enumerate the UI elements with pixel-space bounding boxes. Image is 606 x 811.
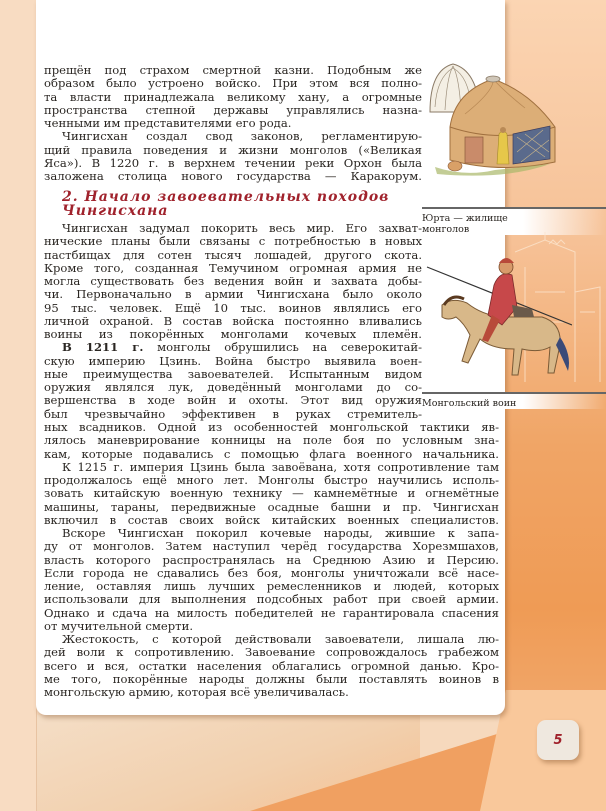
text-line: ных всадников. Одной из особенностей монгольской тактики яв-: [44, 420, 499, 434]
left-margin-strip: [0, 0, 37, 811]
text-line-with-year: [44, 341, 422, 354]
text-line: вершенства в ходе войн и охоты. Этот вид оружия: [44, 393, 422, 408]
text-line: прещён под страхом смертной казни. Подобным же: [44, 63, 422, 77]
text-line: власть которого распространялась на Среднюю Азию и Персию.: [44, 552, 499, 567]
text-line: всего и вся, остатки населения облагались огромной данью. Кро-: [44, 658, 499, 673]
text-line: Однако и сдача на милость победителей не гарантировала спасения: [44, 605, 499, 620]
warrior-caption: Монгольский воин: [422, 392, 606, 409]
text-line: ные преимущества завоевателей. Испытанным видом: [44, 366, 422, 381]
text-line: продолжалось ещё много лет. Монголы быстро научились исполь-: [44, 473, 499, 487]
text-line: Жестокость, с которой действовали завоеватели, лишала лю-: [62, 632, 499, 646]
text-line: Если города не сдавались без боя, монголы уничтожали всё насе-: [44, 565, 499, 580]
text-line: Кроме того, созданная Темучином огромная армия не: [44, 260, 422, 275]
text-line: воины из покорённых монголами кочевых племён.: [44, 327, 422, 341]
text-line: нические планы были связаны с потребностью в новых: [44, 234, 422, 249]
text-line: включил в состав своих войск китайских военных специалистов.: [44, 512, 499, 527]
text-line: могла существовать без ведения войн и захвата добы-: [44, 274, 422, 288]
text-line: был чрезвычайно эффективен в руках стремитель-: [44, 406, 422, 421]
yurt-illustration: [425, 52, 565, 182]
text-line: ление, оставляя лишь лучших ремесленников и людей, которых: [44, 579, 499, 593]
section-heading: [62, 190, 389, 218]
text-line: Яса»). В 1220 г. в верхнем течении реки Орхон была: [44, 155, 422, 170]
text-line-rest: монголы обрушились на северокитай-: [157, 340, 423, 355]
text-line: чи. Первоначально в армии Чингисхана было около: [44, 287, 422, 302]
text-line: К 1215 г. империя Цзинь была завоёвана, хотя сопротивление там: [62, 459, 499, 474]
mongol-warrior-illustration: [422, 245, 572, 385]
text-line: зовать китайскую военную технику — камнемётные и огнемётные: [44, 486, 499, 501]
bold-year: В 1211 г.: [62, 340, 144, 355]
text-line: Вскоре Чингисхан покорил кочевые народы, жившие к запа-: [62, 526, 499, 540]
text-line: монгольскую армию, которая всё увеличивалась.: [44, 685, 349, 699]
text-line: машины, тараны, передвижные осадные башни и пр. Чингисхан: [44, 499, 499, 514]
yurt-caption: [422, 207, 606, 235]
text-line: личной охраной. В состав войска постоянно вливались: [44, 313, 422, 328]
text-line: от мучительной смерти.: [44, 618, 194, 633]
text-line: Чингисхан создал свод законов, регламентирую-: [62, 129, 422, 144]
paragraph-wide: [44, 421, 499, 699]
text-line: использовали для выполнения подсобных работ при своей армии.: [44, 592, 499, 607]
text-line: пространства степной державы управлялись назна-: [44, 102, 422, 117]
text-line: Чингисхан задумал покорить весь мир. Его захват-: [62, 221, 422, 235]
text-line: оружия являлся лук, доведённый монголами до со-: [44, 380, 422, 394]
yurt-caption-line-2: монголов: [422, 224, 470, 235]
paragraph-1: [44, 64, 422, 183]
page-number-badge: 5: [537, 720, 579, 760]
text-line: скую империю Цзинь. Война быстро выявила воен-: [44, 353, 422, 368]
text-line: щий правила поведения и жизни монголов («Великая: [44, 142, 422, 157]
section-heading-line-1: 2. Начало завоевательных походов: [62, 189, 390, 205]
text-line: лялось маневрирование конницы на поле боя по условным зна-: [44, 433, 499, 448]
text-line: пастбищах для сотен тысяч лошадей, другого скота.: [44, 247, 422, 262]
text-line: та власти принадлежала великому хану, а огромные: [44, 89, 422, 104]
text-line: 95 тыс. человек. Ещё 10 тыс. воинов являлись его: [44, 300, 422, 315]
paragraph-narrow: [44, 222, 422, 421]
text-line: кам, которые подавались с помощью флага военного начальника.: [44, 446, 499, 461]
text-line: ченными им представителями его рода.: [44, 116, 292, 130]
text-line: дей воли к сопротивлению. Завоевание сопровождалось грабежом: [44, 645, 499, 660]
text-line: ме того, покорённые народы должны были поставлять воинов в: [44, 671, 499, 686]
text-line: заложена столица нового государства — Каракорум.: [44, 169, 422, 183]
section-heading-line-2: Чингисхана: [62, 203, 169, 219]
yurt-caption-line-1: Юрта — жилище: [422, 213, 508, 224]
text-line: ду от монголов. Затем наступил черёд государства Хорезмшахов,: [44, 539, 499, 554]
text-line: образом было устроено войско. При этом вся полно-: [44, 76, 422, 91]
